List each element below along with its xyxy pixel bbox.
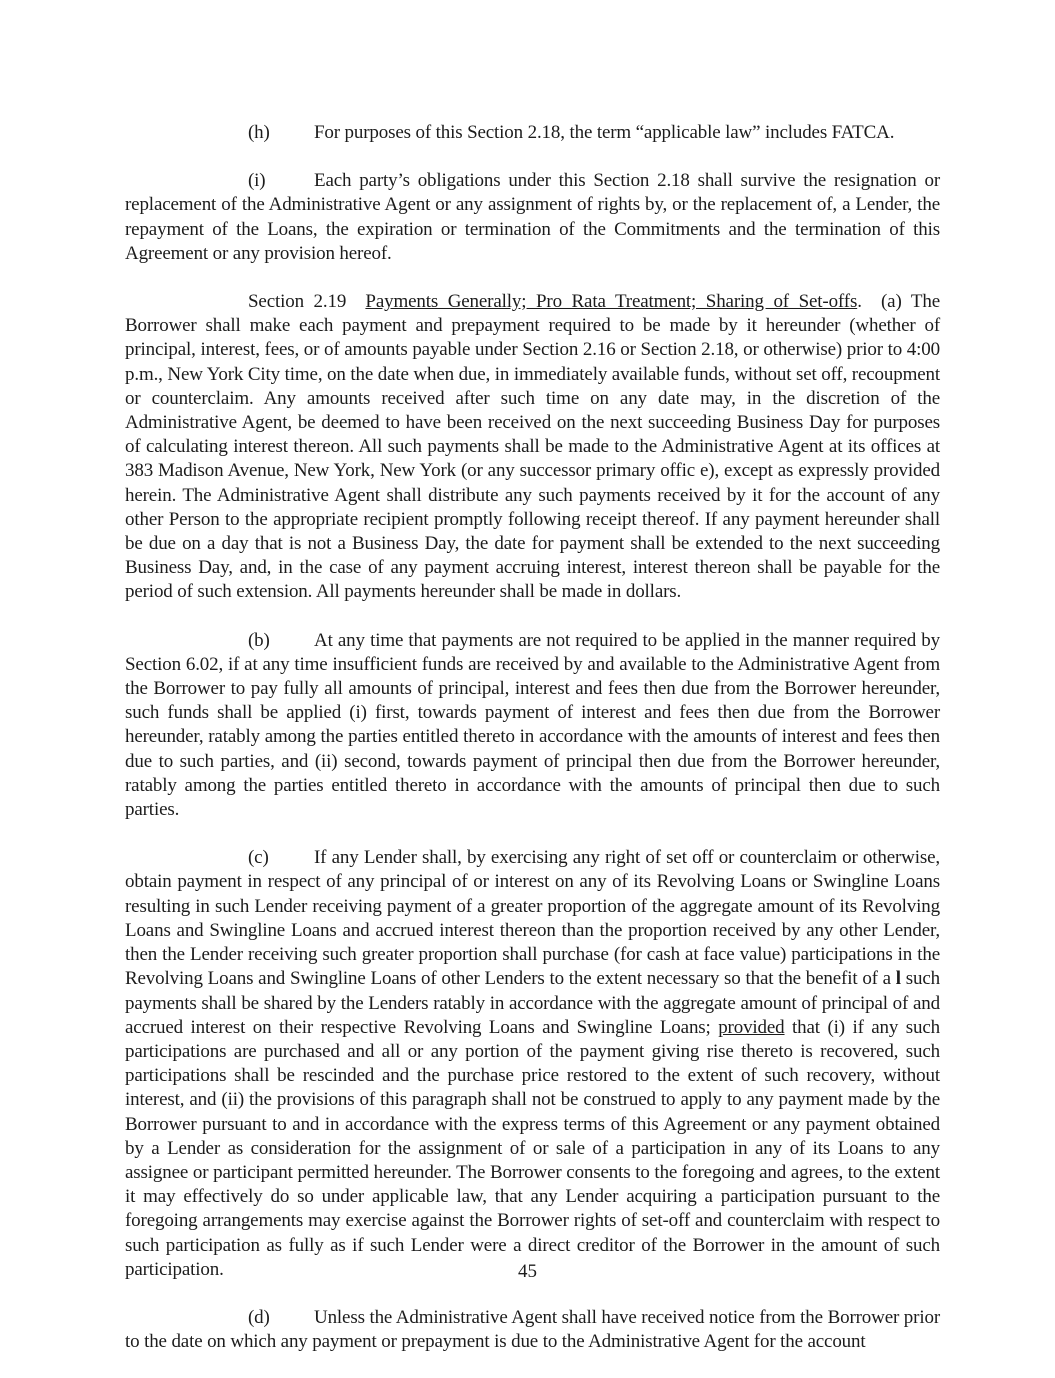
- paragraph-i: [125, 169, 940, 266]
- paragraph-b-text: At any time that payments are not required to be applied in the manner required by Section 6.02, if at any time insufficient funds are received by and available to the Administrative Agent from the Borrower to pay fully all amounts of principal, interest and fees then due from the Borrower hereunder, such funds shall be applied (i) first, towards payment of interest and fees then due from the Borrower hereunder, ratably among the parties entitled thereto in accordance with the amounts of interest and fees then due to such parties, and (ii) second, towards payment of principal then due from the Borrower hereunder, ratably among the parties entitled thereto in accordance with the amounts of principal then due to such parties.: [125, 629, 940, 821]
- paragraph-h: [125, 121, 940, 145]
- paragraph-c-text-1: If any Lender shall, by exercising any right of set off or counterclaim or otherwise, obtain payment in respect of any principal of or interest on any of its Revolving Loans or Swingline Loans resulting in such Lender receiving payment of a greater proportion of the aggregate amount of its Revolving Loans and Swingline Loans and accrued interest thereon than the proportion received by any other Lender, then the Lender receiving such greater proportion shall purchase (for cash at face value) participations in the Revolving Loans and Swingline Loans of other Lenders to the extent necessary so that the benefit of a: [125, 847, 940, 990]
- section-number: Section 2.19: [248, 291, 366, 313]
- paragraph-b: [125, 629, 940, 823]
- paragraph-c-text-2: such payments shall be shared by the Lenders ratably in accordance with the aggregate amount of principal of and accrued interest on their respective Revolving Loans and Swingline Loans;: [125, 968, 940, 1038]
- paragraph-section-2-19: [125, 290, 940, 605]
- paragraph-h-label: (h): [248, 122, 270, 143]
- paragraph-d: [125, 1306, 940, 1354]
- paragraph-h-text: For purposes of this Section 2.18, the term “applicable law” includes FATCA.: [314, 122, 895, 143]
- paragraph-i-text: Each party’s obligations under this Section 2.18 shall survive the resignation or replacement of the Administrative Agent or any assignment of rights by, or the replacement of, a Lender, the repayment of the Loans, the expiration or termination of the Commitments and the termination of this Agreement or any provision hereof.: [125, 170, 940, 264]
- paragraph-d-label: (d): [248, 1306, 270, 1328]
- section-2-19-body-text: . (a) The Borrower shall make each payment and prepayment required to be made by it hereunder (whether of principal, interest, fees, or of amounts payable under Section 2.16 or Section 2.18, or otherwise) prior to 4:00 p.m., New York City time, on the date when due, in immediately available funds, without set off, recoupment or counterclaim. Any amounts received after such time on any date may, in the discretion of the Administrative Agent, be deemed to have been received on the next succeeding Business Day for purposes of calculating interest thereon. All such payments shall be made to the Administrative Agent at its offices at 383 Madison Avenue, New York, New York (or any successor primary offic e), except as expressly provided herein. The Administrative Agent shall distribute any such payments received by it for the account of any other Person to the appropriate recipient promptly following receipt thereof. If any payment hereunder shall be due on a day that is not a Business Day, the date for payment shall be extended to the next succeeding Business Day, and, in the case of any payment accruing interest, interest thereon shall be payable for the period of such extension. All payments hereunder shall be made in dollars.: [125, 291, 940, 603]
- paragraph-i-label: (i): [248, 170, 266, 192]
- paragraph-c-provided-underlined: provided: [718, 1016, 785, 1038]
- page-number: 45: [518, 1261, 537, 1282]
- paragraph-c-text-3: that (i) if any such participations are purchased and all or any portion of the payment giving rise thereto is recovered, such participations shall be rescinded and the purchase price restored to the extent of such recovery, without interest, and (ii) the provisions of this paragraph shall not be construed to apply to any payment made by the Borrower pursuant to and in accordance with the express terms of this Agreement or any payment obtained by a Lender as consideration for the assignment of or sale of a participation in any of its Loans to any assignee or participant permitted hereunder. The Borrower consents to the foregoing and agrees, to the extent it may effectively do so under applicable law, that any Lender acquiring a participation pursuant to the foregoing arrangements may exercise against the Borrower rights of set-off and counterclaim with respect to such participation as fully as if such Lender were a direct creditor of the Borrower in the amount of such participation.: [125, 1016, 941, 1280]
- section-title-underlined: Payments Generally; Pro Rata Treatment; Sharing of Set-offs: [365, 291, 858, 313]
- paragraph-c-bold-l: l: [895, 968, 901, 990]
- paragraph-d-text: Unless the Administrative Agent shall have received notice from the Borrower prior to the date on which any payment or prepayment is due to the Administrative Agent for the account: [125, 1306, 940, 1353]
- paragraph-c-label: (c): [248, 847, 269, 869]
- paragraph-c: [125, 846, 940, 1282]
- document-body: [125, 121, 940, 1378]
- paragraph-b-label: (b): [248, 629, 270, 651]
